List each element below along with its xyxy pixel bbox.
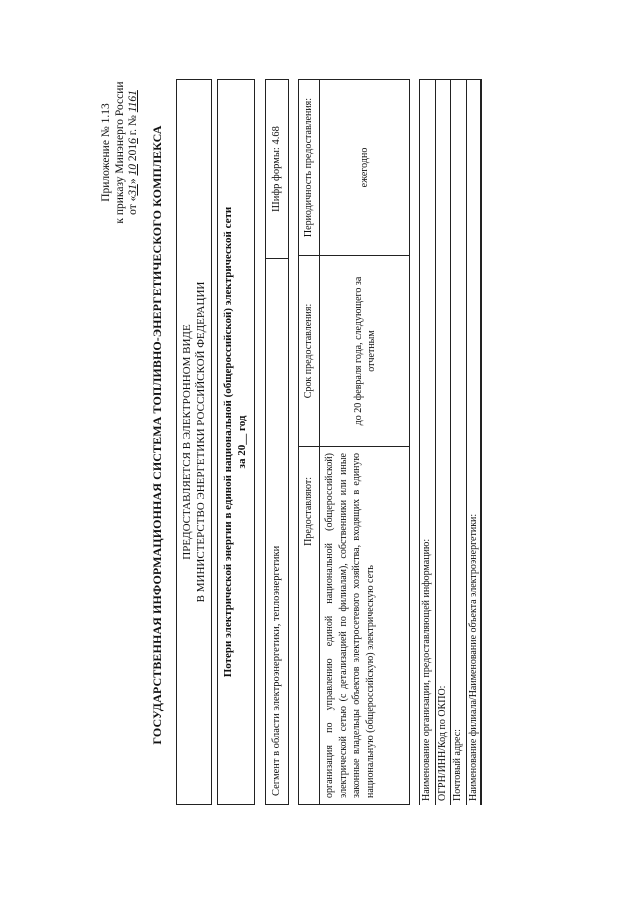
table-right-border xyxy=(420,79,480,80)
appendix-header xyxy=(100,40,141,265)
frequency-header: Периодичность предоставления: xyxy=(299,80,320,255)
submission-line-1: ПРЕДОСТАВЛЯЕТСЯ В ЭЛЕКТРОННОМ ВИДЕ xyxy=(181,324,193,560)
order-day: 31 xyxy=(127,184,139,196)
report-title: Потери электрической энергии в единой национальной (общероссийской) электрической сети xyxy=(222,206,234,678)
date-suffix: г. № xyxy=(127,112,139,139)
form-code: Шифр формы: 4.68 xyxy=(271,126,282,212)
org-name-field: Наименование организации, предоставляющей информацию: xyxy=(420,79,436,805)
frequency-text: ежегодно xyxy=(359,147,370,188)
organization-fields xyxy=(419,79,481,805)
segment-row xyxy=(265,79,289,805)
terms-table xyxy=(298,79,410,805)
postal-address-field: Почтовый адрес: xyxy=(451,79,467,805)
submitters-header: Предоставляют: xyxy=(299,447,320,804)
report-period: за 20__ год xyxy=(236,415,248,469)
submitters-column xyxy=(299,446,409,804)
org-ids-field: ОГРН/ИНН/Код по ОКПО: xyxy=(436,79,452,805)
report-title-box xyxy=(217,79,255,805)
date-prefix: от « xyxy=(127,195,139,215)
segment-text: Сегмент в области электроэнергетики, теплоэнергетики xyxy=(266,258,288,804)
date-mid: » xyxy=(127,175,139,185)
submission-line-2: В МИНИСТЕРСТВО ЭНЕРГЕТИКИ РОССИЙСКОЙ ФЕДЕРАЦИИ xyxy=(195,281,207,603)
order-month: 10 xyxy=(127,164,139,176)
deadline-text: до 20 февраля года, следующего за отчетным xyxy=(352,276,377,426)
submitters-text: организация по управлению единой национальной (общероссийской) электрической сетью (с детализацией по филиалам), собственники или иные законные владельцы объектов электросетевого хозяйства, входящих в единую национальную (общероссийскую) электрическую сеть xyxy=(324,453,376,798)
year-prefix: 201 xyxy=(127,143,139,165)
order-number: 1161 xyxy=(127,90,139,113)
system-title: ГОСУДАРСТВЕННАЯ ИНФОРМАЦИОННАЯ СИСТЕМА ТОПЛИВНО-ЭНЕРГЕТИЧЕСКОГО КОМПЛЕКСА xyxy=(150,125,164,745)
appendix-number: Приложение № 1.13 xyxy=(100,103,112,202)
deadline-column xyxy=(299,255,409,446)
appendix-order: к приказу Минэнерго России xyxy=(113,81,126,224)
order-year-digit: 6 xyxy=(127,138,139,144)
appendix-date-line xyxy=(127,40,141,265)
deadline-header: Срок предоставления: xyxy=(299,256,320,446)
branch-name-field: Наименование филиала/Наименование объекта электроэнергетики: xyxy=(467,79,483,805)
frequency-column xyxy=(299,80,409,255)
submission-box xyxy=(176,79,212,805)
